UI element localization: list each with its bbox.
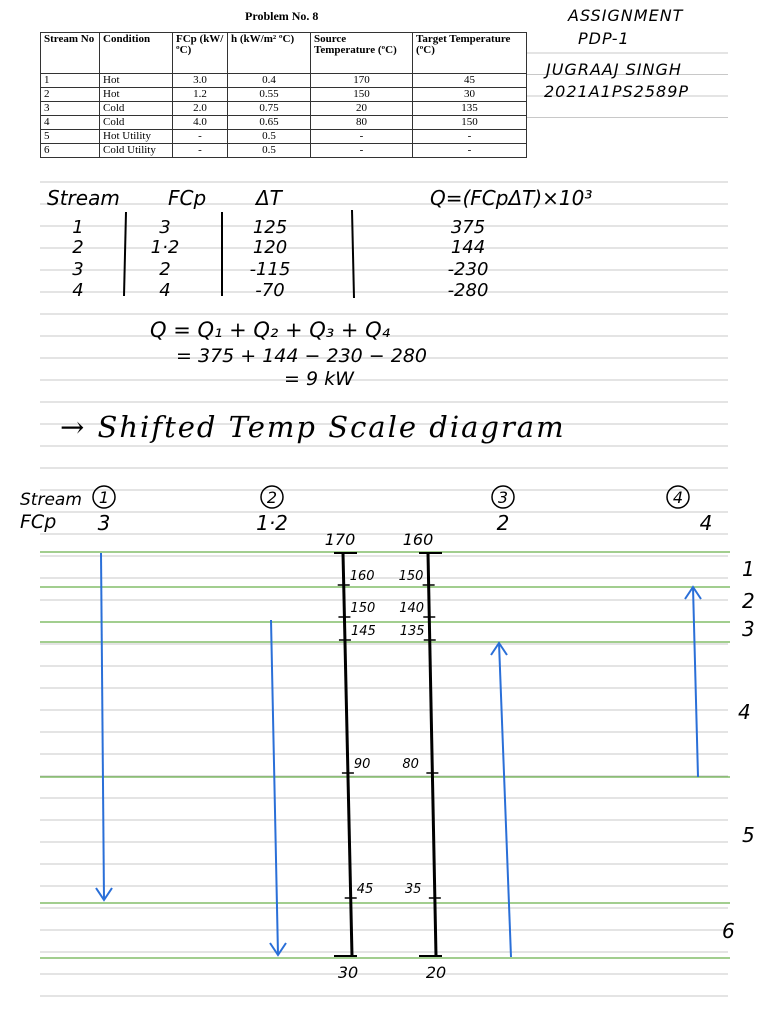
table-cell: - (311, 130, 413, 144)
calc-cell: 3 (159, 217, 171, 238)
stream-number: 2 (266, 488, 278, 507)
cold-scale-tick-label: 150 (398, 569, 424, 584)
table-cell: 20 (311, 102, 413, 116)
col-header: Target Temperature (ºC) (413, 33, 527, 74)
table-cell: 170 (311, 74, 413, 88)
calc-header-2: ΔT (256, 186, 282, 210)
calc-cell: 2 (72, 237, 84, 258)
table-cell: 80 (311, 116, 413, 130)
hot-stream-1-arrow (101, 553, 104, 900)
table-cell: 30 (413, 88, 527, 102)
col-header: Condition (100, 33, 173, 74)
table-cell: 2 (41, 88, 100, 102)
hot-stream-2-arrow (271, 620, 278, 955)
assignment-label: ASSIGNMENT (568, 6, 684, 25)
table-cell: 4.0 (173, 116, 228, 130)
table-cell: - (173, 144, 228, 158)
stream-fcp: 3 (97, 511, 111, 535)
interval-label: 4 (738, 700, 751, 724)
table-cell: 6 (41, 144, 100, 158)
cold-stream-3-arrow (499, 643, 511, 957)
calc-cell: 125 (252, 217, 288, 238)
interval-label: 3 (742, 617, 755, 641)
calc-cell: -115 (249, 259, 291, 280)
calc-cell: 1 (72, 217, 84, 238)
table-cell: 2.0 (173, 102, 228, 116)
table-cell: 3 (41, 102, 100, 116)
hot-scale-top-label: 170 (324, 530, 356, 549)
calc-cell: 2 (159, 259, 171, 280)
table-cell: 0.5 (228, 130, 311, 144)
table-cell: Cold Utility (100, 144, 173, 158)
calc-header-0: Stream (47, 186, 120, 210)
cold-scale-bottom-label: 20 (425, 963, 447, 982)
student-id: 2021A1PS2589P (544, 82, 690, 101)
cold-temperature-scale (428, 553, 436, 956)
calc-cell: 144 (450, 237, 486, 258)
hot-scale-tick-label: 150 (350, 601, 376, 616)
table-cell: - (173, 130, 228, 144)
calc-cell: 375 (450, 217, 486, 238)
table-cell: - (413, 130, 527, 144)
problem-title: Problem No. 8 (245, 9, 319, 23)
hot-scale-bottom-label: 30 (337, 963, 359, 982)
table-cell: 5 (41, 130, 100, 144)
calc-cell: 3 (72, 259, 84, 280)
col-header: Source Temperature (ºC) (311, 33, 413, 74)
equation-line-1: Q = Q₁ + Q₂ + Q₃ + Q₄ (150, 318, 391, 342)
stream-row-label: Stream (20, 490, 82, 510)
table-cell: 3.0 (173, 74, 228, 88)
table-cell: 4 (41, 116, 100, 130)
calc-cell: 4 (159, 280, 171, 301)
calc-header-1: FCp (168, 186, 207, 210)
table-cell: 0.55 (228, 88, 311, 102)
hot-scale-tick-label: 90 (353, 757, 371, 772)
table-cell: Hot (100, 88, 173, 102)
table-cell: 1.2 (173, 88, 228, 102)
fcp-row-label: FCp (20, 511, 57, 533)
calc-cell: 1·2 (150, 237, 180, 258)
equation-line-3: = 9 kW (284, 368, 354, 390)
course-label: PDP-1 (578, 29, 630, 48)
hot-scale-tick-label: 45 (356, 882, 374, 897)
calc-header-3: Q=(FCpΔT)×10³ (430, 186, 593, 210)
stream-number: 3 (497, 488, 509, 507)
interval-label: 2 (742, 589, 755, 613)
table-cell: 150 (311, 88, 413, 102)
stream-fcp: 1·2 (256, 511, 288, 535)
table-cell: 0.4 (228, 74, 311, 88)
cold-scale-tick-label: 135 (399, 624, 425, 639)
table-cell: 1 (41, 74, 100, 88)
table-cell: Hot Utility (100, 130, 173, 144)
cold-scale-tick-label: 140 (399, 601, 425, 616)
student-name: JUGRAAJ SINGH (546, 60, 682, 79)
cold-scale-top-label: 160 (402, 530, 434, 549)
table-cell: 45 (413, 74, 527, 88)
table-cell: Cold (100, 102, 173, 116)
interval-label: 1 (742, 557, 755, 581)
calc-cell: 120 (252, 237, 288, 258)
diagram-heading: → Shifted Temp Scale diagram (60, 410, 566, 444)
interval-label: 6 (722, 919, 735, 943)
calc-cell: -230 (447, 259, 489, 280)
table-cell: 135 (413, 102, 527, 116)
stream-fcp: 2 (496, 511, 510, 535)
stream-fcp: 4 (699, 511, 713, 535)
calc-cell: -70 (255, 280, 285, 301)
table-cell: 0.5 (228, 144, 311, 158)
col-header: h (kW/m² ºC) (228, 33, 311, 74)
table-cell: 0.75 (228, 102, 311, 116)
col-header: FCp (kW/ºC) (173, 33, 228, 74)
col-header: Stream No (41, 33, 100, 74)
hot-scale-tick-label: 160 (349, 569, 375, 584)
table-cell: 0.65 (228, 116, 311, 130)
stream-number: 4 (672, 488, 684, 507)
hot-scale-tick-label: 145 (350, 624, 376, 639)
equation-line-2: = 375 + 144 − 230 − 280 (176, 345, 428, 367)
table-cell: 150 (413, 116, 527, 130)
cold-scale-tick-label: 80 (402, 757, 419, 772)
calc-cell: 4 (72, 280, 84, 301)
table-cell: - (413, 144, 527, 158)
interval-label: 5 (742, 823, 755, 847)
cold-stream-4-arrow (693, 587, 698, 777)
stream-number: 1 (98, 488, 110, 507)
cold-scale-tick-label: 35 (404, 882, 422, 897)
table-cell: - (311, 144, 413, 158)
calc-cell: -280 (447, 280, 489, 301)
table-cell: Hot (100, 74, 173, 88)
table-cell: Cold (100, 116, 173, 130)
